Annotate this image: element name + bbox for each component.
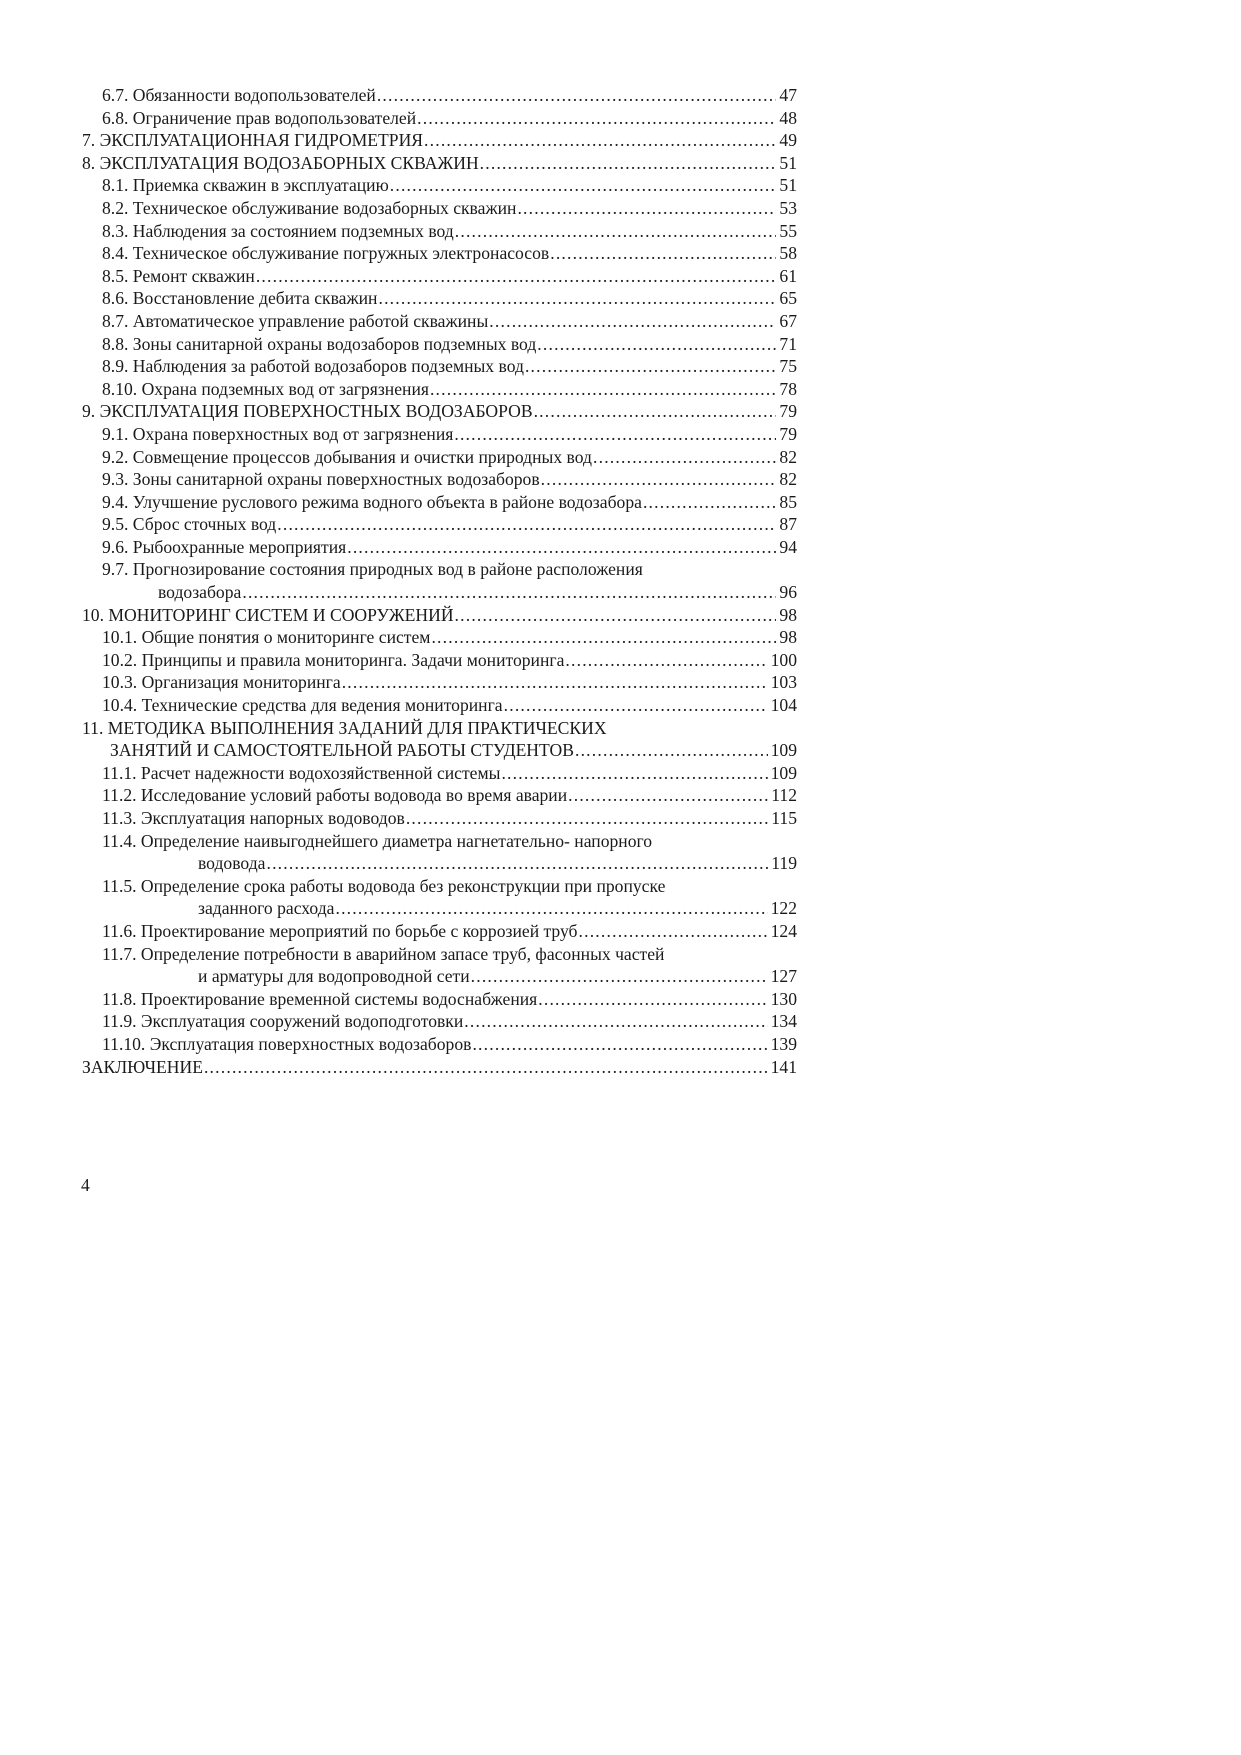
toc-entry-title: 11.6. Проектирование мероприятий по борьбе с коррозией труб	[102, 920, 578, 941]
toc-leader-dots	[277, 513, 776, 536]
toc-entry-title: 10. МОНИТОРИНГ СИСТЕМ И СООРУЖЕНИЙ	[82, 604, 454, 625]
toc-leader-dots	[464, 1010, 767, 1033]
toc-leader-dots	[347, 536, 776, 559]
toc-entry-title: 8.1. Приемка скважин в эксплуатацию	[102, 175, 389, 196]
toc-entry	[82, 649, 797, 672]
toc-entry	[82, 1033, 797, 1056]
toc-entry	[82, 174, 797, 197]
toc-leader-dots	[204, 1056, 768, 1079]
toc-entry	[82, 107, 797, 130]
toc-entry-page: 96	[779, 582, 797, 603]
toc-entry-page: 124	[770, 920, 797, 941]
toc-entry-title: ЗАКЛЮЧЕНИЕ	[82, 1056, 203, 1077]
toc-entry-title: 8.10. Охрана подземных вод от загрязнения	[102, 378, 429, 399]
toc-entry-page: 134	[770, 1011, 797, 1032]
toc-entry-title: 11.5. Определение срока работы водовода без реконструкции при пропуске	[102, 875, 666, 896]
toc-entry-title: 10.2. Принципы и правила мониторинга. Задачи мониторинга	[102, 649, 565, 670]
toc-entry-page: 100	[770, 649, 797, 670]
toc-entry	[82, 220, 797, 243]
toc-leader-dots	[489, 310, 776, 333]
toc-leader-dots	[517, 197, 776, 220]
toc-entry-title: 10.4. Технические средства для ведения мониторинга	[102, 695, 503, 716]
toc-entry-page: 71	[779, 333, 797, 354]
toc-entry	[82, 152, 797, 175]
toc-entry	[82, 513, 797, 536]
toc-entry-title: 8.4. Техническое обслуживание погружных электронасосов	[102, 243, 550, 264]
toc-entry-page: 78	[779, 378, 797, 399]
toc-entry	[82, 491, 797, 514]
toc-entry	[82, 717, 797, 762]
toc-leader-dots	[472, 1033, 767, 1056]
toc-entry-page: 47	[779, 85, 797, 105]
toc-entry-title: 9. ЭКСПЛУАТАЦИЯ ПОВЕРХНОСТНЫХ ВОДОЗАБОРОВ	[82, 401, 533, 422]
toc-leader-dots	[377, 84, 777, 107]
toc-leader-dots	[593, 446, 776, 469]
toc-leader-dots	[538, 988, 767, 1011]
toc-entry-title: 8.8. Зоны санитарной охраны водозаборов подземных вод	[102, 333, 537, 354]
toc-entry-page: 75	[779, 356, 797, 377]
toc-entry-page: 85	[779, 491, 797, 512]
toc-entry	[82, 84, 797, 107]
toc-entry-title: 10.3. Организация мониторинга	[102, 672, 341, 693]
toc-entry-title: 8.6. Восстановление дебита скважин	[102, 288, 378, 309]
toc-entry-page: 48	[779, 107, 797, 128]
toc-leader-dots	[537, 333, 776, 356]
toc-entry-page: 127	[770, 966, 797, 987]
toc-entry-title: 8. ЭКСПЛУАТАЦИЯ ВОДОЗАБОРНЫХ СКВАЖИН	[82, 152, 479, 173]
table-of-contents	[82, 84, 797, 1078]
toc-leader-dots	[455, 604, 777, 627]
toc-leader-dots	[534, 400, 777, 423]
toc-entry-title: 9.5. Сброс сточных вод	[102, 514, 277, 535]
toc-entry-page: 79	[779, 423, 797, 444]
toc-entry	[82, 1010, 797, 1033]
toc-leader-dots	[579, 920, 768, 943]
toc-leader-dots	[378, 287, 776, 310]
toc-entry-title: 11.1. Расчет надежности водохозяйственной системы	[102, 762, 501, 783]
toc-entry-title: 11.10. Эксплуатация поверхностных водозаборов	[102, 1033, 472, 1054]
toc-entry-title: 9.1. Охрана поверхностных вод от загрязнения	[102, 423, 454, 444]
toc-entry-title: 11. МЕТОДИКА ВЫПОЛНЕНИЯ ЗАДАНИЙ ДЛЯ ПРАКТИЧЕСКИХ	[82, 717, 607, 738]
toc-leader-dots	[643, 491, 776, 514]
toc-entry	[82, 784, 797, 807]
toc-entry	[82, 875, 797, 920]
toc-entry	[82, 604, 797, 627]
toc-entry	[82, 265, 797, 288]
toc-entry	[82, 626, 797, 649]
toc-entry-title: 11.9. Эксплуатация сооружений водоподготовки	[102, 1011, 464, 1032]
toc-entry	[82, 558, 797, 603]
toc-entry-page: 58	[779, 243, 797, 264]
toc-entry-page: 49	[779, 130, 797, 151]
toc-entry	[82, 287, 797, 310]
toc-leader-dots	[568, 784, 768, 807]
toc-leader-dots	[501, 762, 767, 785]
toc-entry-title: 9.6. Рыбоохранные мероприятия	[102, 536, 347, 557]
toc-leader-dots	[565, 649, 767, 672]
toc-leader-dots	[550, 242, 776, 265]
toc-entry-title: 6.7. Обязанности водопользователей	[102, 85, 376, 105]
toc-leader-dots	[541, 468, 777, 491]
toc-entry-title: 11.7. Определение потребности в аварийном запасе труб, фасонных частей	[102, 943, 665, 964]
toc-leader-dots	[430, 378, 776, 401]
toc-entry-title: водовода	[198, 853, 266, 874]
toc-entry-page: 98	[779, 627, 797, 648]
toc-entry-title: 8.3. Наблюдения за состоянием подземных вод	[102, 220, 454, 241]
toc-entry-page: 112	[771, 785, 797, 806]
toc-entry	[82, 423, 797, 446]
toc-entry	[82, 671, 797, 694]
toc-entry-page: 53	[779, 197, 797, 218]
toc-entry-title: 9.3. Зоны санитарной охраны поверхностных водозаборов	[102, 469, 540, 490]
toc-entry-page: 82	[779, 446, 797, 467]
toc-leader-dots	[471, 965, 768, 988]
toc-entry-title: 8.5. Ремонт скважин	[102, 265, 255, 286]
toc-entry-page: 55	[779, 220, 797, 241]
toc-entry-page: 122	[770, 898, 797, 919]
toc-entry-page: 104	[770, 695, 797, 716]
toc-leader-dots	[431, 626, 776, 649]
toc-entry	[82, 333, 797, 356]
toc-entry	[82, 943, 797, 988]
toc-entry	[82, 536, 797, 559]
toc-entry-title: 9.7. Прогнозирование состояния природных вод в районе расположения	[102, 559, 643, 580]
toc-entry	[82, 468, 797, 491]
toc-entry	[82, 807, 797, 830]
toc-entry-page: 130	[770, 988, 797, 1009]
toc-entry-title: 8.7. Автоматическое управление работой скважины	[102, 310, 489, 331]
toc-leader-dots	[417, 107, 776, 130]
toc-leader-dots	[525, 355, 776, 378]
toc-entry	[82, 355, 797, 378]
toc-entry-page: 94	[779, 536, 797, 557]
toc-entry-title: ЗАНЯТИЙ И САМОСТОЯТЕЛЬНОЙ РАБОТЫ СТУДЕНТОВ	[110, 740, 574, 761]
toc-entry	[82, 378, 797, 401]
toc-entry-title: 11.2. Исследование условий работы водовода во время аварии	[102, 785, 568, 806]
toc-entry-page: 109	[770, 762, 797, 783]
toc-entry	[82, 400, 797, 423]
toc-leader-dots	[335, 897, 767, 920]
page-number: 4	[81, 1175, 90, 1195]
toc-entry-page: 139	[770, 1033, 797, 1054]
toc-entry-page: 82	[779, 469, 797, 490]
toc-entry	[82, 197, 797, 220]
toc-leader-dots	[455, 220, 777, 243]
toc-leader-dots	[242, 581, 776, 604]
toc-entry-page: 51	[779, 152, 797, 173]
toc-leader-dots	[575, 739, 768, 762]
toc-entry-title: 9.2. Совмещение процессов добывания и очистки природных вод	[102, 446, 592, 467]
toc-entry-title: 8.9. Наблюдения за работой водозаборов подземных вод	[102, 356, 524, 377]
toc-entry-title: 6.8. Ограничение прав водопользователей	[102, 107, 417, 128]
toc-leader-dots	[424, 129, 776, 152]
toc-entry	[82, 310, 797, 333]
toc-entry-title: 8.2. Техническое обслуживание водозаборных скважин	[102, 197, 517, 218]
toc-entry	[82, 446, 797, 469]
toc-entry-title: 7. ЭКСПЛУАТАЦИОННАЯ ГИДРОМЕТРИЯ	[82, 130, 424, 151]
toc-leader-dots	[266, 852, 768, 875]
toc-leader-dots	[390, 174, 777, 197]
toc-entry	[82, 830, 797, 875]
toc-leader-dots	[480, 152, 777, 175]
toc-entry	[82, 762, 797, 785]
toc-entry	[82, 242, 797, 265]
toc-leader-dots	[342, 671, 768, 694]
toc-entry-title: 10.1. Общие понятия о мониторинге систем	[102, 627, 431, 648]
toc-entry-page: 98	[779, 604, 797, 625]
toc-entry	[82, 920, 797, 943]
toc-entry-title: водозабора	[158, 582, 242, 603]
toc-entry	[82, 129, 797, 152]
toc-entry-page: 61	[779, 265, 797, 286]
toc-entry-page: 67	[779, 310, 797, 331]
toc-entry-page: 51	[779, 175, 797, 196]
toc-entry-page: 87	[779, 514, 797, 535]
toc-entry-page: 141	[770, 1056, 797, 1077]
toc-entry-page: 115	[771, 808, 797, 828]
toc-entry-title: заданного расхода	[198, 898, 335, 919]
toc-entry-title: 9.4. Улучшение руслового режима водного объекта в районе водозабора	[102, 491, 642, 512]
toc-entry	[82, 694, 797, 717]
toc-entry-page: 103	[770, 672, 797, 693]
toc-leader-dots	[454, 423, 776, 446]
toc-entry-page: 65	[779, 288, 797, 309]
toc-leader-dots	[406, 807, 768, 830]
toc-entry-title: 11.8. Проектирование временной системы водоснабжения	[102, 988, 538, 1009]
toc-entry	[82, 1056, 797, 1079]
toc-entry	[82, 988, 797, 1011]
toc-entry-title: 11.4. Определение наивыгоднейшего диаметра нагнетательно- напорного	[102, 830, 653, 851]
toc-entry-title: и арматуры для водопроводной сети	[198, 966, 470, 987]
toc-entry-page: 119	[771, 853, 797, 874]
toc-entry-page: 109	[770, 740, 797, 761]
toc-leader-dots	[256, 265, 777, 288]
toc-entry-page: 79	[779, 401, 797, 422]
toc-entry-title: 11.3. Эксплуатация напорных водоводов	[102, 808, 405, 828]
toc-leader-dots	[504, 694, 768, 717]
